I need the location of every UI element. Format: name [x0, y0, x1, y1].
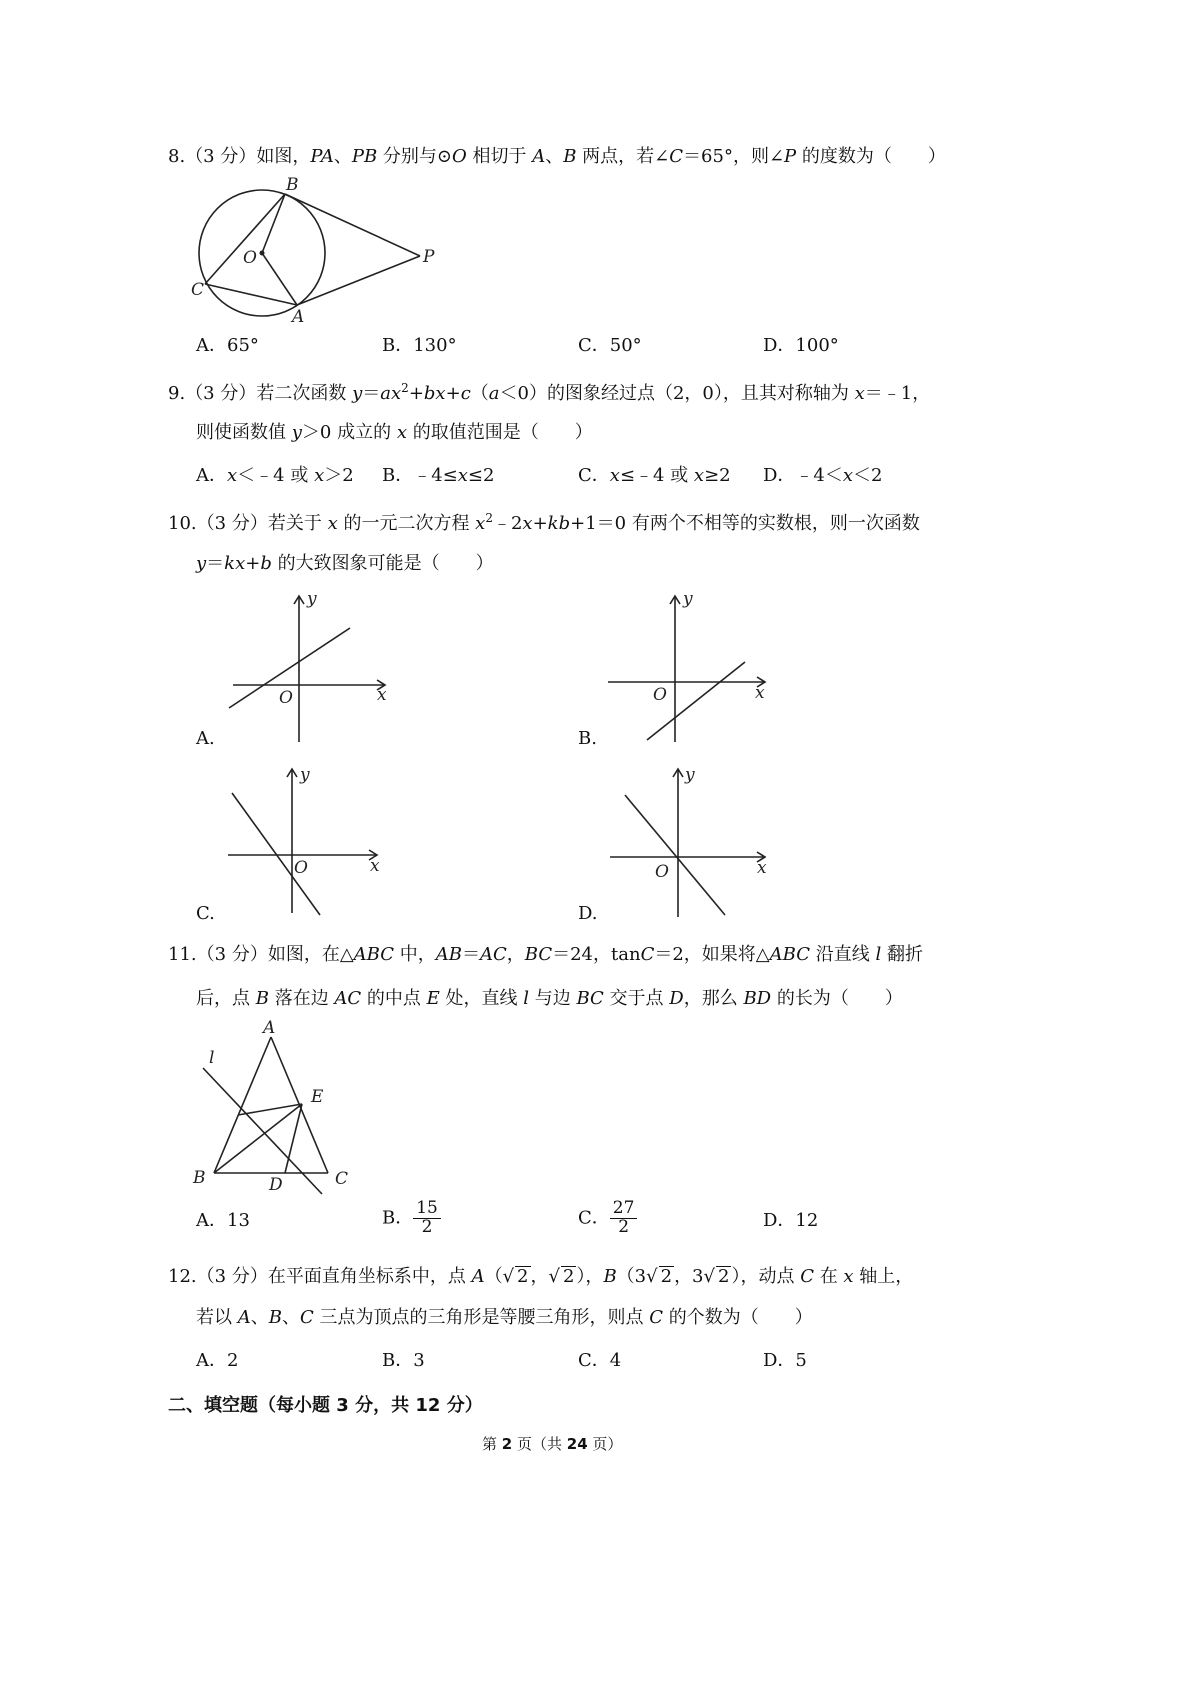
tangent-pa — [297, 256, 420, 305]
page-footer: 第 2 页（共 24 页） — [482, 1435, 623, 1453]
q8-option-b[interactable]: B．130° — [382, 335, 457, 356]
graph-line — [625, 795, 725, 915]
q9-option-a[interactable]: A．x＜﹣4 或 x＞2 — [196, 465, 354, 486]
side-ab — [214, 1037, 271, 1173]
tangent-pb — [285, 194, 420, 256]
q8-option-a[interactable]: A．65° — [196, 335, 259, 356]
label-d: D — [269, 1175, 283, 1195]
fraction-27-2: $\frac{27}{2}$ — [610, 1200, 638, 1237]
q10-option-a[interactable]: A. — [196, 728, 215, 749]
q9-option-d[interactable]: D．﹣4＜x＜2 — [763, 465, 883, 486]
q12-option-b[interactable]: B．3 — [382, 1350, 425, 1371]
question-11-stem-line2: 后，点 B 落在边 AC 的中点 E 处，直线 l 与边 BC 交于点 D，那么 BD 的长为（ ） — [196, 988, 903, 1009]
axis-y-label: y — [307, 589, 317, 609]
origin-label: O — [279, 688, 293, 708]
question-10-stem-line2: y＝kx+b 的大致图象可能是（ ） — [196, 553, 494, 574]
segment-ob — [262, 194, 285, 253]
label-c: C — [335, 1169, 349, 1189]
origin-label: O — [653, 685, 667, 705]
label-e: E — [311, 1087, 324, 1107]
q10-graph-a — [225, 590, 395, 750]
origin-label: O — [294, 858, 308, 878]
q8-option-c[interactable]: C．50° — [578, 335, 642, 356]
axis-x-label: x — [757, 858, 767, 878]
axis-x-label: x — [377, 685, 387, 705]
axis-x-label: x — [755, 683, 765, 703]
question-12-stem-line2: 若以 A、B、C 三点为顶点的三角形是等腰三角形，则点 C 的个数为（ ） — [196, 1307, 813, 1328]
question-12-stem-line1: 12.（3 分）在平面直角坐标系中，点 A（√ 2 ，√ 2 ），B（3√ 2 ，3√ 2 ），动点 C 在 x 轴上， — [168, 1266, 914, 1287]
q8-option-d[interactable]: D．100° — [763, 335, 839, 356]
q11-option-b[interactable]: B． $\frac{15}{2}$ — [382, 1200, 441, 1237]
question-11-figure — [185, 1018, 365, 1193]
q12-option-d[interactable]: D．5 — [763, 1350, 807, 1371]
section-heading: 二、填空题（每小题 3 分，共 12 分） — [168, 1395, 483, 1416]
question-8-figure — [185, 172, 445, 332]
q10-option-d[interactable]: D. — [578, 903, 598, 924]
question-10-stem-line1: 10.（3 分）若关于 x 的一元二次方程 $x^2﹣2x+kb+1=0$ 有两个不相等的实数根，则一次函数 — [168, 511, 920, 534]
axis-y-label: y — [683, 589, 693, 609]
q10-graph-b — [605, 590, 780, 750]
origin-label: O — [655, 862, 669, 882]
q10-option-b[interactable]: B. — [578, 728, 597, 749]
q9-option-b[interactable]: B．﹣4≤x≤2 — [382, 465, 495, 486]
label-b: B — [286, 175, 299, 195]
segment-ca — [205, 284, 297, 305]
label-a: A — [263, 1018, 276, 1038]
label-l: l — [209, 1048, 215, 1068]
label-o: O — [243, 248, 257, 268]
q9-option-c[interactable]: C．x≤﹣4 或 x≥2 — [578, 465, 731, 486]
q11-option-a[interactable]: A．13 — [196, 1210, 250, 1231]
q12-option-c[interactable]: C．4 — [578, 1350, 622, 1371]
question-9-stem-line2: 则使函数值 y＞0 成立的 x 的取值范围是（ ） — [196, 422, 593, 443]
q11-option-d[interactable]: D．12 — [763, 1210, 819, 1231]
label-b: B — [193, 1168, 206, 1188]
axis-x-label: x — [370, 856, 380, 876]
q11-option-c[interactable]: C． $\frac{27}{2}$ — [578, 1200, 637, 1237]
q10-graph-d — [605, 765, 780, 925]
q10-option-c[interactable]: C. — [196, 903, 215, 924]
fraction-15-2: $\frac{15}{2}$ — [413, 1200, 441, 1237]
center-dot — [260, 251, 265, 256]
line-l — [203, 1068, 322, 1194]
q10-graph-c — [220, 765, 390, 925]
label-a: A — [292, 307, 305, 327]
question-8-stem: 8.（3 分）如图，PA、PB 分别与⊙O 相切于 A、B 两点，若∠C＝65°，则∠P 的度数为（ ） — [168, 146, 946, 167]
segment-oa — [262, 253, 297, 305]
q12-option-a[interactable]: A．2 — [196, 1350, 239, 1371]
label-c: C — [191, 280, 205, 300]
question-9-stem-line1: 9.（3 分）若二次函数 $y=ax^2+bx+c(a<0)$的图象经过点（2，0），且其对称轴为 x＝﹣1， — [168, 381, 931, 404]
segment-fe — [238, 1104, 302, 1115]
axis-y-label: y — [685, 765, 695, 785]
axis-y-label: y — [300, 765, 310, 785]
segment-be — [214, 1104, 302, 1173]
graph-line — [232, 793, 320, 915]
label-p: P — [423, 247, 435, 267]
question-11-stem-line1: 11.（3 分）如图，在△ABC 中，AB＝AC，BC＝24，tanC＝2，如果将△ABC 沿直线 l 翻折 — [168, 944, 923, 965]
